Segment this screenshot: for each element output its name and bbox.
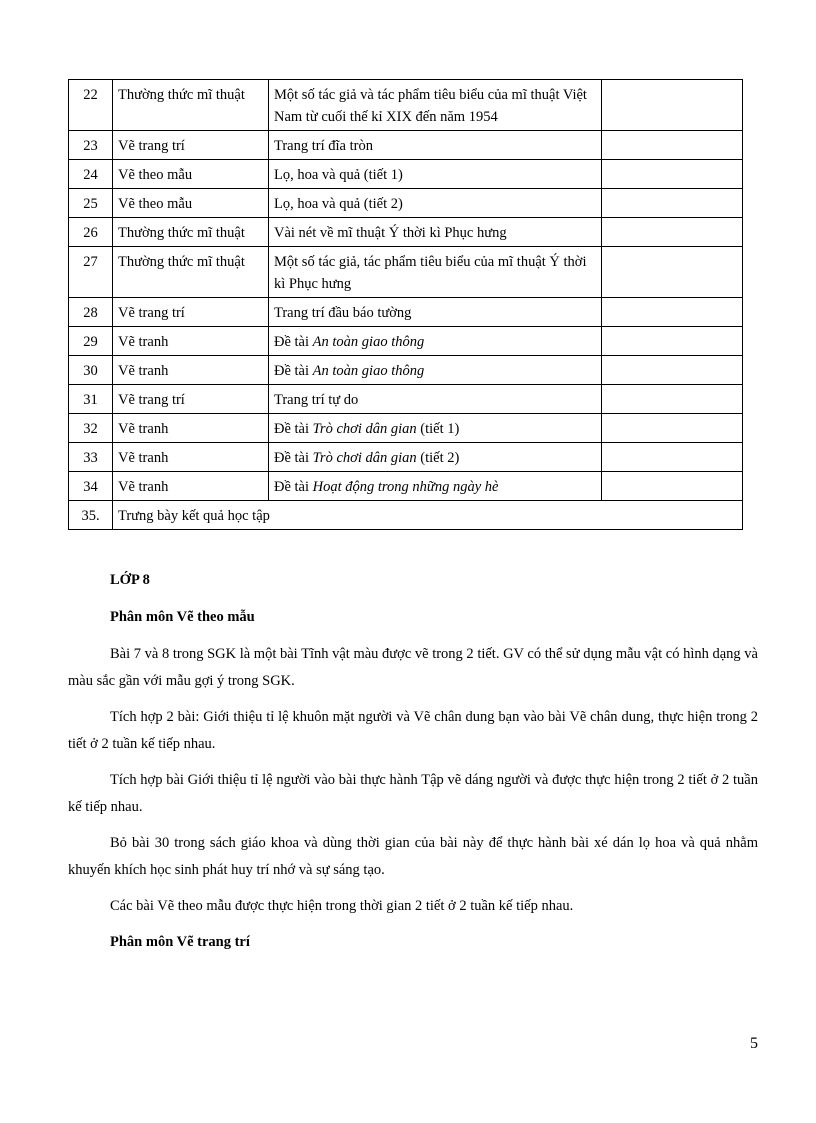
lesson-title-cell [269,189,602,218]
lesson-title-text: Trang trí đĩa tròn [274,138,373,154]
lesson-number-cell: 30 [69,356,113,385]
lesson-number-cell: 22 [69,80,113,131]
lesson-number-cell: 34 [69,472,113,501]
body-paragraph: Bài 7 và 8 trong SGK là một bài Tĩnh vật màu được vẽ trong 2 tiết. GV có thể sử dụng mẫu vật có hình dạng và màu sắc gần với mẫu gợi ý trong SGK. [68,646,758,689]
lesson-type-cell: Vẽ theo mẫu [113,160,269,189]
subject-heading-drawing-from-model: Phân môn Vẽ theo mẫu [110,609,255,625]
curriculum-table-body [69,80,743,530]
lesson-number-cell: 28 [69,298,113,327]
body-paragraph: Tích hợp 2 bài: Giới thiệu tỉ lệ khuôn mặt người và Vẽ chân dung bạn vào bài Vẽ chân dung, thực hiện trong 2 tiết ở 2 tuần kế tiếp nhau. [68,709,758,752]
lesson-type-cell: Vẽ theo mẫu [113,189,269,218]
table-row [69,298,743,327]
notes-cell [602,298,743,327]
notes-cell [602,443,743,472]
table-row [69,160,743,189]
grade-heading: LỚP 8 [110,572,150,588]
table-row [69,385,743,414]
lesson-title-cell [269,472,602,501]
lesson-number-cell: 26 [69,218,113,247]
table-row [69,131,743,160]
lesson-type-cell: Vẽ tranh [113,472,269,501]
table-row [69,356,743,385]
notes-cell [602,131,743,160]
table-row [69,414,743,443]
lesson-type-cell: Vẽ tranh [113,443,269,472]
notes-cell [602,218,743,247]
lesson-type-cell: Thường thức mĩ thuật [113,80,269,131]
body-paragraph: Tích hợp bài Giới thiệu tỉ lệ người vào bài thực hành Tập vẽ dáng người và được thực hiện trong 2 tiết ở 2 tuần kế tiếp nhau. [68,772,758,815]
notes-cell [602,327,743,356]
table-row [69,218,743,247]
subject-heading-decoration: Phân môn Vẽ trang trí [110,934,250,950]
lesson-type-cell: Vẽ trang trí [113,131,269,160]
table-row [69,189,743,218]
lesson-title-cell [269,327,602,356]
lesson-title-topic: Trò chơi dân gian [312,421,417,437]
lesson-title-topic: Trò chơi dân gian [312,450,417,466]
lesson-title-topic: Hoạt động trong những ngày hè [312,479,499,495]
lesson-title-text: Một số tác giả, tác phẩm tiêu biểu của mĩ thuật Ý thời kì Phục hưng [274,254,587,292]
lesson-title-text: Đề tài [274,334,313,350]
lesson-title-text: Đề tài [274,363,313,379]
lesson-number-cell: 35. [69,501,113,530]
table-row [69,247,743,298]
lesson-title-text: Đề tài [274,450,313,466]
lesson-number-cell: 24 [69,160,113,189]
notes-cell [602,385,743,414]
lesson-title-text: (tiết 2) [416,450,460,466]
table-row [69,472,743,501]
lesson-number-cell: 29 [69,327,113,356]
table-row [69,80,743,131]
notes-cell [602,356,743,385]
paragraph-list [68,641,758,920]
notes-cell [602,80,743,131]
notes-cell [602,247,743,298]
lesson-title-cell [269,80,602,131]
lesson-title-cell [269,414,602,443]
lesson-number-cell: 33 [69,443,113,472]
table-row [69,443,743,472]
lesson-title-cell [269,218,602,247]
lesson-title-text: Một số tác giả và tác phẩm tiêu biểu của mĩ thuật Việt Nam từ cuối thế kỉ XIX đến năm 1954 [274,87,587,125]
lesson-title-cell [269,443,602,472]
lesson-title-text: Trang trí đầu báo tường [274,305,412,321]
lesson-title-cell [269,247,602,298]
page-number: 5 [750,1035,758,1052]
content-section [68,567,758,956]
lesson-title-text: Trang trí tự do [274,392,359,408]
lesson-type-cell: Vẽ tranh [113,356,269,385]
lesson-number-cell: 32 [69,414,113,443]
lesson-type-cell: Vẽ trang trí [113,385,269,414]
lesson-title-text: Đề tài [274,479,313,495]
lesson-title-topic: An toàn giao thông [312,334,425,350]
notes-cell [602,160,743,189]
lesson-title-cell [269,160,602,189]
notes-cell [602,414,743,443]
lesson-type-cell: Thường thức mĩ thuật [113,247,269,298]
lesson-title-cell [269,385,602,414]
notes-cell [602,189,743,218]
lesson-title-text: Vài nét về mĩ thuật Ý thời kì Phục hưng [274,225,507,241]
lesson-title-cell [269,131,602,160]
lesson-title-text: Đề tài [274,421,313,437]
lesson-type-cell: Vẽ tranh [113,414,269,443]
body-paragraph: Các bài Vẽ theo mẫu được thực hiện trong thời gian 2 tiết ở 2 tuần kế tiếp nhau. [110,898,574,914]
lesson-number-cell: 25 [69,189,113,218]
lesson-title-text: Lọ, hoa và quả (tiết 1) [274,167,403,183]
lesson-title-cell [269,298,602,327]
table-row [69,327,743,356]
lesson-type-cell: Vẽ tranh [113,327,269,356]
exhibition-cell: Trưng bày kết quả học tập [113,501,743,530]
lesson-title-text: (tiết 1) [416,421,460,437]
lesson-title-cell [269,356,602,385]
lesson-title-topic: An toàn giao thông [312,363,425,379]
lesson-title-text: Lọ, hoa và quả (tiết 2) [274,196,403,212]
lesson-type-cell: Vẽ trang trí [113,298,269,327]
lesson-type-cell: Thường thức mĩ thuật [113,218,269,247]
notes-cell [602,472,743,501]
table-row-final [69,501,743,530]
curriculum-table [68,79,743,530]
lesson-number-cell: 31 [69,385,113,414]
body-paragraph: Bỏ bài 30 trong sách giáo khoa và dùng thời gian của bài này để thực hành bài xé dán lọ hoa và quả nhằm khuyến khích học sinh phát huy trí nhớ và sự sáng tạo. [68,835,758,878]
lesson-number-cell: 27 [69,247,113,298]
lesson-number-cell: 23 [69,131,113,160]
